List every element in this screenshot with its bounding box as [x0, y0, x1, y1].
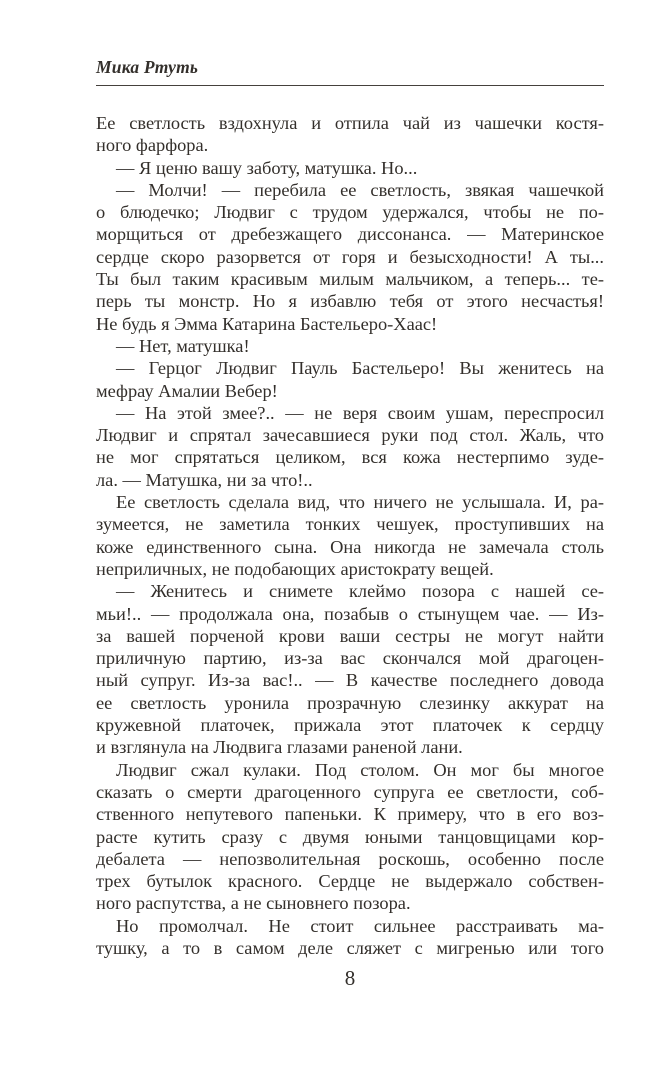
text-line: Но промолчал. Не стоит сильнее расстраивать ма- [116, 915, 604, 936]
text-line: морщиться от дребезжащего диссонанса. — Материнское [96, 224, 604, 245]
text-line: — Молчи! — перебила ее светлость, звякая чашечкой [116, 179, 604, 200]
text-line: Ее светлость вздохнула и отпила чай из чашечки костя- [96, 113, 604, 133]
text-line: тушку, а то в самом деле сляжет с мигренью или того [96, 937, 604, 958]
text-line: Ее светлость сделала вид, что ничего не услышала. И, ра- [116, 492, 604, 513]
text-line: мьи!.. — продолжала она, позабыв о стынущем чае. — Из- [96, 603, 604, 624]
text-line: ла. — Матушка, ни за что!.. [96, 469, 313, 490]
text-line: Ты был таким красивым милым мальчиком, а теперь... те- [96, 269, 604, 290]
text-line: мефрау Амалии Вебер! [96, 380, 278, 401]
page-text [96, 112, 604, 959]
text-line: дебалета — непозволительная роскошь, особенно после [96, 848, 604, 869]
text-line: о блюдечко; Людвиг с трудом удержался, чтобы не по- [96, 202, 604, 223]
text-line: ного фарфора. [96, 135, 209, 156]
page-number: 8 [344, 966, 356, 991]
text-line: — Женитесь и снимете клеймо позора с нашей се- [116, 581, 604, 602]
book-page [96, 0, 604, 991]
text-line: — На этой змее?.. — не веря своим ушам, переспросил [116, 402, 604, 423]
text-line: Людвиг сжал кулаки. Под столом. Он мог бы многое [116, 759, 604, 780]
text-line: зумеется, не заметила тонких чешуек, проступивших на [96, 514, 604, 535]
text-line: ного распутства, а не сыновнего позора. [96, 893, 411, 914]
text-line: расте кутить сразу с двумя юными танцовщицами кор- [96, 826, 604, 847]
author-name: Мика Ртуть [96, 57, 199, 77]
text-line: приличную партию, из-за вас скончался мой драгоцен- [96, 648, 604, 669]
text-line: ее светлость уронила прозрачную слезинку аккурат на [96, 692, 604, 713]
text-line: — Я ценю вашу заботу, матушка. Но... [116, 157, 418, 178]
text-line: Людвиг и спрятал зачесавшиеся руки под стол. Жаль, что [96, 425, 604, 446]
text-line: не мог спрятаться целиком, вся кожа нестерпимо зуде- [96, 447, 604, 468]
text-line: за вашей порченой крови ваши сестры не могут найти [96, 625, 604, 646]
text-line: сказать о смерти драгоценного супруга ее светлости, соб- [96, 781, 604, 802]
text-line: ный супруг. Из-за вас!.. — В качестве последнего довода [96, 670, 604, 691]
text-line: сердце скоро разорвется от горя и безысходности! А ты... [96, 246, 604, 267]
text-line: и взглянула на Людвига глазами раненой лани. [96, 737, 463, 758]
running-header [96, 56, 604, 86]
text-line: трех бутылок красного. Сердце не выдержало собствен- [96, 871, 604, 892]
text-line: кружевной платочек, прижала этот платочек к сердцу [96, 715, 604, 736]
text-line: коже единственного сына. Она никогда не замечала столь [96, 536, 604, 557]
text-line: — Нет, матушка! [116, 335, 250, 356]
text-line: неприличных, не подобающих аристократу вещей. [96, 558, 494, 579]
text-line: Не будь я Эмма Катарина Бастельеро-Хаас! [96, 313, 438, 334]
text-line: ственного непутевого папеньки. К примеру, что в его воз- [96, 804, 604, 825]
text-line: перь ты монстр. Но я избавлю тебя от этого несчастья! [96, 291, 604, 312]
text-line: — Герцог Людвиг Пауль Бастельеро! Вы женитесь на [116, 358, 604, 379]
